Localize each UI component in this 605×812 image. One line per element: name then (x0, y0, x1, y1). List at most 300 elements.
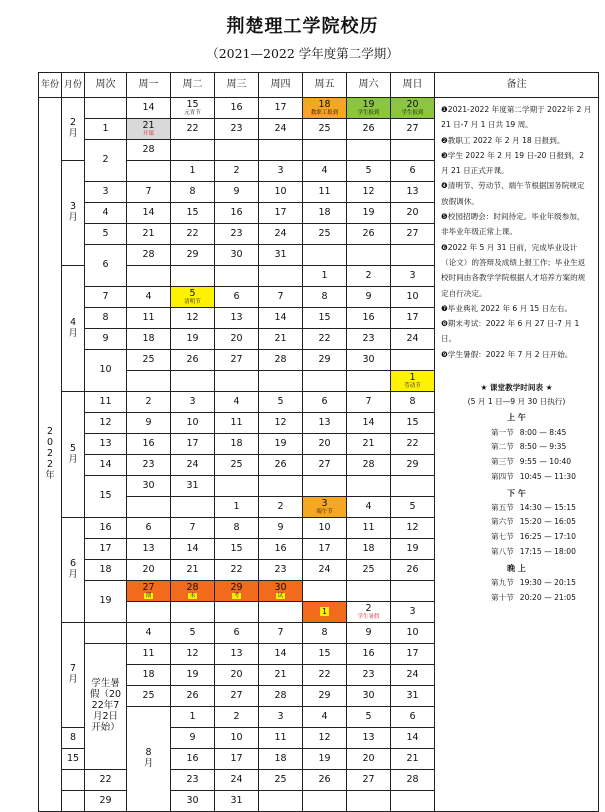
day-number: 20 (230, 332, 243, 344)
day-cell (171, 560, 215, 581)
day-cell (215, 203, 259, 224)
day-number: 2 (233, 164, 240, 176)
day-number: 22 (230, 563, 243, 575)
header-year: 年份 (39, 73, 62, 98)
day-cell (303, 791, 347, 812)
period-time: 15:20 — 16:05 (519, 517, 576, 527)
day-number: 5 (189, 626, 196, 638)
day-number: 31 (230, 794, 243, 806)
day-event-label: 劳动节 (404, 382, 421, 389)
day-number: 4 (321, 164, 328, 176)
day-number: 19 (186, 668, 199, 680)
day-cell (303, 518, 347, 539)
day-cell (347, 518, 391, 539)
day-number: 17 (318, 542, 331, 554)
note-item: ❼毕业典礼 2022 年 6 月 15 日左右。 (441, 303, 573, 313)
day-number: 23 (230, 122, 243, 134)
day-number: 7 (277, 290, 284, 302)
day-cell (127, 560, 171, 581)
day-cell (259, 245, 303, 266)
day-cell (259, 560, 303, 581)
day-cell (347, 161, 391, 182)
schedule-period (441, 473, 592, 482)
day-cell (127, 602, 171, 623)
day-cell (391, 434, 435, 455)
schedule-period (441, 594, 592, 603)
week-cell: 11 (85, 392, 127, 413)
day-number: 27 (406, 122, 419, 134)
day-cell (171, 161, 215, 182)
day-number: 25 (318, 122, 331, 134)
day-cell (391, 182, 435, 203)
schedule-period (441, 579, 592, 588)
period-name: 第一节 (491, 427, 514, 437)
day-cell (215, 266, 259, 287)
day-cell (303, 539, 347, 560)
day-cell (303, 98, 347, 119)
day-cell (215, 371, 259, 392)
day-number: 21 (142, 120, 155, 131)
day-cell (259, 602, 303, 623)
day-cell (347, 413, 391, 434)
day-cell (215, 623, 259, 644)
day-cell (347, 203, 391, 224)
day-cell (62, 749, 85, 770)
day-cell (347, 182, 391, 203)
day-number: 12 (406, 521, 419, 533)
day-cell (347, 749, 391, 770)
day-cell (127, 434, 171, 455)
day-cell (391, 245, 435, 266)
day-cell (391, 728, 435, 749)
day-cell (127, 203, 171, 224)
week-cell: 7 (85, 287, 127, 308)
day-cell (391, 686, 435, 707)
page-title: 荆楚理工学院校历 (226, 16, 379, 37)
day-cell (171, 749, 215, 770)
day-cell (347, 392, 391, 413)
day-number: 1 (233, 500, 240, 512)
day-number: 24 (186, 458, 199, 470)
header-day-tue: 周二 (171, 73, 215, 98)
day-number: 11 (362, 521, 375, 533)
day-number: 6 (233, 290, 240, 302)
period-name: 第七节 (491, 532, 514, 542)
period-name: 第三节 (491, 457, 514, 467)
day-number: 15 (406, 416, 419, 428)
day-number: 10 (230, 731, 243, 743)
day-number: 16 (142, 437, 155, 449)
day-number: 3 (321, 498, 328, 509)
day-number: 16 (362, 647, 375, 659)
day-number: 13 (362, 731, 375, 743)
day-number: 28 (406, 773, 419, 785)
day-cell (215, 308, 259, 329)
day-number: 12 (274, 416, 287, 428)
month-label: 8月 (143, 747, 154, 769)
day-cell (347, 308, 391, 329)
week-cell: 3 (85, 182, 127, 203)
header-day-sun: 周日 (391, 73, 435, 98)
day-number: 3 (277, 710, 284, 722)
period-name: 第六节 (491, 517, 514, 527)
day-number: 14 (186, 542, 199, 554)
day-number: 21 (274, 332, 287, 344)
day-cell (127, 539, 171, 560)
day-cell (303, 203, 347, 224)
day-number: 4 (233, 395, 240, 407)
header-notes: 备注 (435, 73, 599, 98)
day-number: 20 (142, 563, 155, 575)
day-number: 9 (233, 185, 240, 197)
day-event-label: 学生报到 (357, 109, 380, 116)
day-cell (259, 371, 303, 392)
day-cell (127, 392, 171, 413)
day-number: 23 (274, 563, 287, 575)
day-number: 28 (362, 458, 375, 470)
day-cell (347, 476, 391, 497)
day-number: 13 (318, 416, 331, 428)
day-cell (391, 413, 435, 434)
day-number: 27 (142, 582, 155, 593)
day-cell (259, 329, 303, 350)
day-cell (347, 665, 391, 686)
header-week: 周次 (85, 73, 127, 98)
day-cell (303, 161, 347, 182)
day-number: 13 (142, 542, 155, 554)
period-name: 第二节 (491, 442, 514, 452)
day-cell (62, 728, 85, 749)
day-number: 9 (277, 521, 284, 533)
day-cell (85, 770, 127, 791)
day-number: 13 (230, 311, 243, 323)
day-number: 21 (186, 563, 199, 575)
day-number: 28 (142, 143, 155, 155)
day-cell (391, 791, 435, 812)
summer-vacation-cell (85, 644, 127, 770)
day-number: 16 (230, 206, 243, 218)
day-number: 11 (318, 185, 331, 197)
day-cell (391, 119, 435, 140)
day-cell (391, 518, 435, 539)
schedule-title: ★ 课堂教学时间表 ★ (480, 383, 553, 393)
day-cell (215, 770, 259, 791)
day-number: 29 (230, 582, 243, 593)
day-cell (215, 434, 259, 455)
month-cell (127, 707, 171, 812)
day-cell (215, 287, 259, 308)
day-cell (303, 434, 347, 455)
day-cell (215, 119, 259, 140)
class-schedule (441, 384, 592, 602)
day-number: 3 (277, 164, 284, 176)
day-number: 16 (230, 101, 243, 113)
day-number: 16 (362, 311, 375, 323)
day-number: 17 (406, 311, 419, 323)
day-cell (215, 497, 259, 518)
day-cell (347, 497, 391, 518)
day-cell (215, 245, 259, 266)
day-cell (127, 245, 171, 266)
day-cell (391, 308, 435, 329)
day-number: 14 (142, 206, 155, 218)
week-cell: 18 (85, 560, 127, 581)
period-name: 第四节 (491, 471, 514, 481)
day-number: 18 (142, 332, 155, 344)
day-cell (303, 581, 347, 602)
day-cell (303, 749, 347, 770)
day-cell (259, 644, 303, 665)
day-cell (303, 266, 347, 287)
month-cell (62, 392, 85, 518)
day-cell (215, 413, 259, 434)
note-item: ❹清明节、劳动节、端午节根据国务院规定放假调休。 (441, 181, 585, 206)
month-cell (62, 266, 85, 392)
day-number: 25 (230, 458, 243, 470)
day-cell (391, 98, 435, 119)
day-cell (259, 623, 303, 644)
day-cell (127, 308, 171, 329)
day-cell (215, 329, 259, 350)
day-cell (347, 623, 391, 644)
note-item: ❽期末考试：2022 年 6 月 27 日-7 月 1 日。 (441, 319, 580, 344)
week-cell: 15 (85, 476, 127, 518)
day-cell (171, 707, 215, 728)
day-cell (391, 140, 435, 161)
day-event-label: 开课 (142, 130, 154, 137)
day-cell (127, 644, 171, 665)
day-cell (171, 602, 215, 623)
day-number: 19 (186, 332, 199, 344)
day-number: 11 (142, 311, 155, 323)
day-number: 2 (145, 395, 152, 407)
day-cell (171, 371, 215, 392)
day-number: 18 (318, 99, 331, 110)
day-cell (303, 224, 347, 245)
day-number: 1 (321, 269, 328, 281)
day-number: 3 (409, 269, 416, 281)
day-cell (171, 623, 215, 644)
day-cell (391, 602, 435, 623)
day-cell (171, 770, 215, 791)
month-label: 5月 (68, 442, 78, 465)
day-cell (303, 350, 347, 371)
day-number: 24 (406, 668, 419, 680)
day-cell (127, 119, 171, 140)
year-cell (39, 98, 62, 812)
day-cell (259, 350, 303, 371)
day-number: 20 (362, 752, 375, 764)
day-cell (303, 119, 347, 140)
day-cell (171, 287, 215, 308)
day-cell (391, 539, 435, 560)
day-event-label: 端午节 (316, 508, 333, 515)
day-cell (259, 539, 303, 560)
period-name: 第五节 (491, 502, 514, 512)
day-number: 18 (318, 206, 331, 218)
day-cell (259, 749, 303, 770)
day-cell (347, 455, 391, 476)
day-number: 6 (233, 626, 240, 638)
schedule-section-morning: 上 午 (507, 413, 526, 423)
day-cell (347, 98, 391, 119)
day-number: 17 (406, 647, 419, 659)
day-cell (127, 455, 171, 476)
day-cell (127, 224, 171, 245)
day-cell (171, 539, 215, 560)
day-cell (215, 560, 259, 581)
note-item: ❷教职工 2022 年 2 月 18 日报到。 (441, 135, 565, 145)
day-number: 11 (230, 416, 243, 428)
day-cell (347, 119, 391, 140)
day-cell (127, 371, 171, 392)
week-cell (62, 770, 85, 791)
week-cell: 14 (85, 455, 127, 476)
day-cell (85, 791, 127, 812)
day-number: 25 (362, 563, 375, 575)
week-cell (85, 623, 127, 644)
day-cell (303, 623, 347, 644)
day-cell (171, 413, 215, 434)
day-number: 12 (186, 311, 199, 323)
day-number: 19 (362, 99, 375, 110)
day-number: 24 (230, 773, 243, 785)
day-number: 27 (362, 773, 375, 785)
day-cell (391, 476, 435, 497)
day-number: 27 (230, 353, 243, 365)
day-number: 5 (365, 710, 372, 722)
day-number: 14 (274, 311, 287, 323)
day-cell (171, 140, 215, 161)
period-name: 第八节 (491, 546, 514, 556)
period-time: 9:55 — 10:40 (519, 457, 572, 467)
day-number: 10 (274, 185, 287, 197)
day-cell (391, 581, 435, 602)
day-cell (391, 287, 435, 308)
day-cell (215, 140, 259, 161)
day-number: 20 (318, 437, 331, 449)
day-number: 4 (321, 710, 328, 722)
day-cell (391, 644, 435, 665)
day-cell (303, 245, 347, 266)
day-number: 6 (321, 395, 328, 407)
day-cell (171, 392, 215, 413)
day-cell (391, 497, 435, 518)
week-cell: 10 (85, 350, 127, 392)
day-cell (215, 791, 259, 812)
day-cell (347, 434, 391, 455)
day-cell (303, 497, 347, 518)
day-number: 9 (145, 416, 152, 428)
day-cell (215, 644, 259, 665)
exam-label: 期 (145, 592, 152, 599)
day-number: 14 (362, 416, 375, 428)
day-number: 6 (145, 521, 152, 533)
header-day-mon: 周一 (127, 73, 171, 98)
schedule-section-afternoon: 下 午 (507, 488, 526, 498)
day-cell (347, 602, 391, 623)
day-number: 20 (406, 99, 419, 110)
day-number: 21 (274, 668, 287, 680)
schedule-period (441, 443, 592, 452)
day-cell (171, 434, 215, 455)
day-number: 15 (230, 542, 243, 554)
day-number: 29 (406, 458, 419, 470)
day-number: 11 (142, 647, 155, 659)
day-number: 1 (321, 607, 328, 617)
day-number: 1 (189, 164, 196, 176)
day-cell (215, 350, 259, 371)
day-cell (347, 266, 391, 287)
day-cell (259, 266, 303, 287)
day-number: 9 (365, 626, 372, 638)
schedule-period (441, 504, 592, 513)
day-number: 4 (145, 626, 152, 638)
day-cell (303, 140, 347, 161)
day-cell (215, 539, 259, 560)
day-number: 7 (277, 626, 284, 638)
day-cell (127, 623, 171, 644)
day-cell (391, 350, 435, 371)
day-number: 26 (186, 689, 199, 701)
week-cell: 16 (85, 518, 127, 539)
day-cell (171, 728, 215, 749)
day-number: 1 (189, 710, 196, 722)
day-number: 12 (186, 647, 199, 659)
header-day-thu: 周四 (259, 73, 303, 98)
month-cell (62, 518, 85, 623)
week-cell: 1 (85, 119, 127, 140)
day-number: 18 (142, 668, 155, 680)
day-number: 18 (274, 752, 287, 764)
day-number: 7 (365, 395, 372, 407)
day-number: 27 (318, 458, 331, 470)
schedule-period (441, 518, 592, 527)
schedule-period (441, 458, 592, 467)
day-cell (259, 182, 303, 203)
week-cell: 9 (85, 329, 127, 350)
day-number: 23 (362, 332, 375, 344)
day-cell (259, 287, 303, 308)
day-cell (391, 707, 435, 728)
day-number: 22 (186, 227, 199, 239)
day-cell (303, 686, 347, 707)
week-cell: 4 (85, 203, 127, 224)
day-cell (391, 392, 435, 413)
day-cell (303, 371, 347, 392)
day-number: 14 (406, 731, 419, 743)
day-cell (215, 581, 259, 602)
day-number: 29 (99, 794, 112, 806)
day-cell (391, 623, 435, 644)
day-cell (171, 476, 215, 497)
day-cell (347, 791, 391, 812)
period-time: 19:30 — 20:15 (519, 577, 576, 587)
day-cell (127, 161, 171, 182)
day-number: 23 (186, 773, 199, 785)
day-cell (171, 791, 215, 812)
day-number: 5 (189, 288, 196, 299)
day-cell (391, 224, 435, 245)
day-cell (303, 560, 347, 581)
day-cell (215, 665, 259, 686)
day-cell (303, 728, 347, 749)
day-cell (259, 161, 303, 182)
day-number: 15 (318, 311, 331, 323)
day-number: 15 (186, 99, 199, 110)
day-cell (259, 728, 303, 749)
day-cell (127, 329, 171, 350)
